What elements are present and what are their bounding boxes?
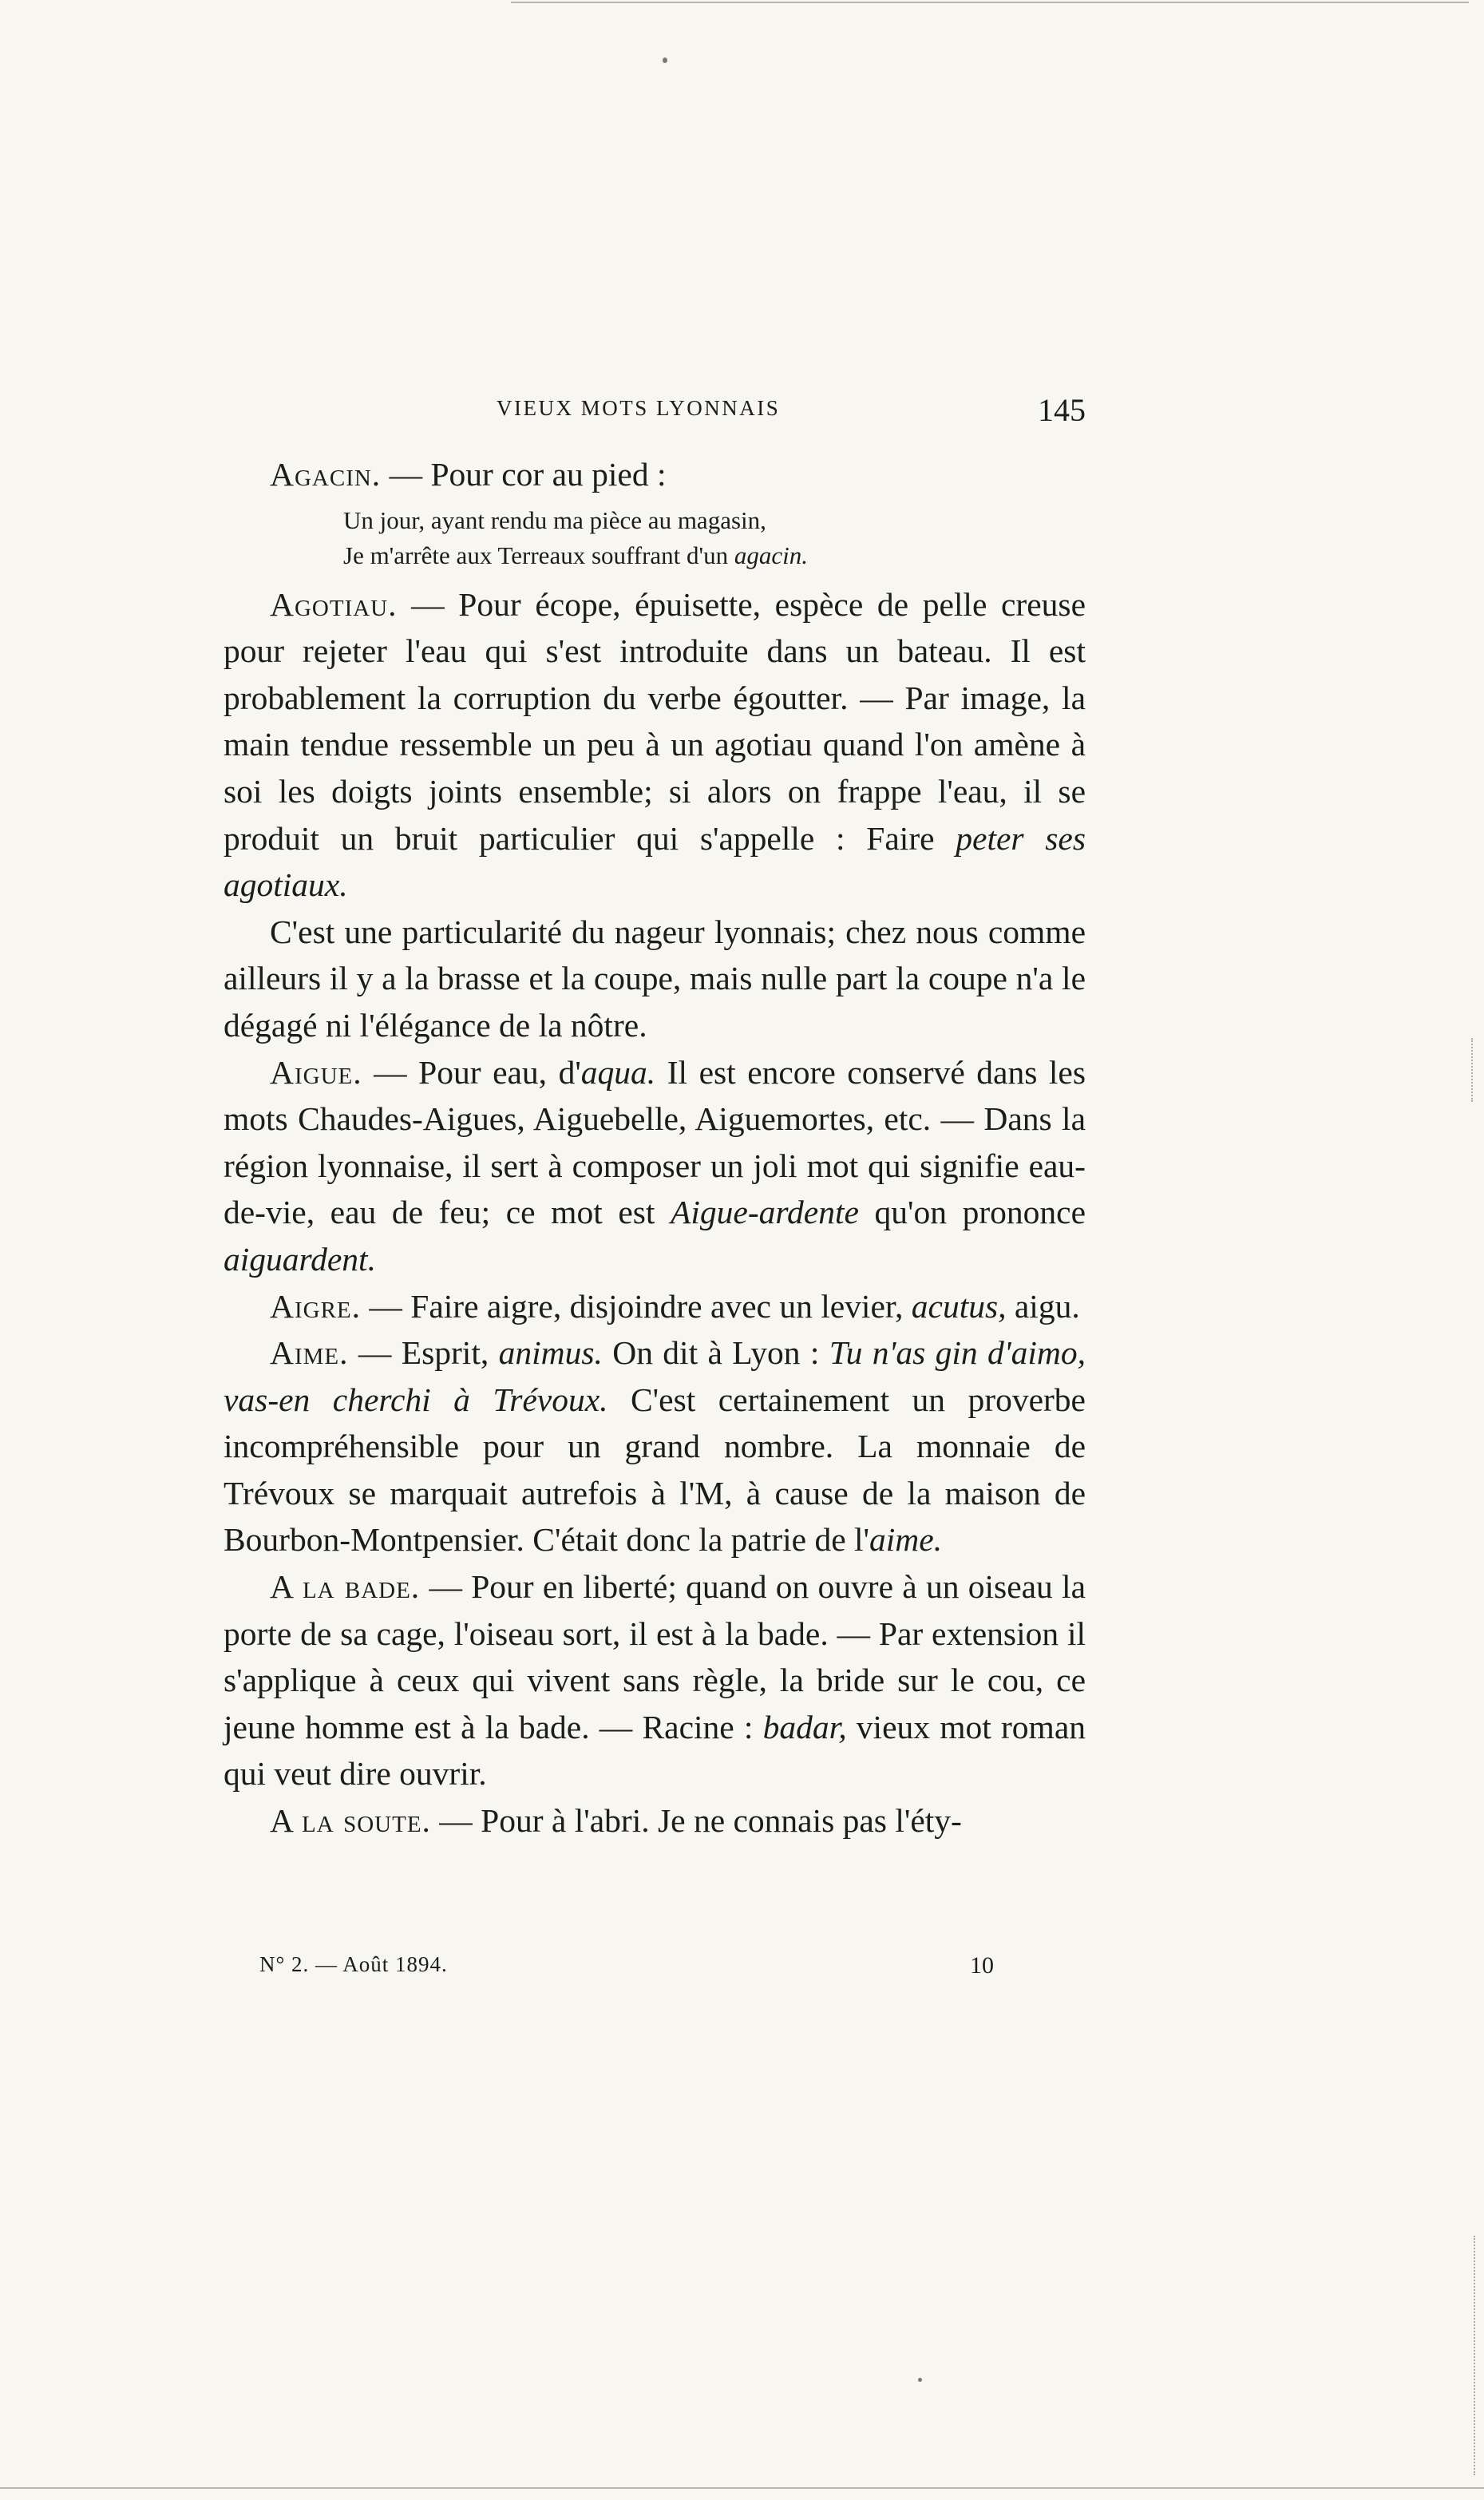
page-edge-mark bbox=[1471, 1038, 1473, 1102]
entry-agotiau bbox=[224, 581, 1086, 909]
entry-italic: peter ses agotiaux. bbox=[224, 819, 1086, 904]
entry-italic: aiguardent. bbox=[224, 1240, 376, 1278]
entry-headword: Aime. bbox=[270, 1334, 349, 1372]
entry-text: qu'on prononce bbox=[858, 1194, 1086, 1231]
page-number: 145 bbox=[1038, 392, 1086, 428]
entry-a-la-soute bbox=[224, 1797, 1086, 1844]
entry-text: — Esprit, bbox=[348, 1334, 499, 1372]
verse-line: Un jour, ayant rendu ma pièce au magasin, bbox=[343, 505, 766, 534]
top-rule bbox=[511, 2, 1469, 3]
page-body bbox=[224, 451, 1086, 1844]
entry-text: aigu. bbox=[1006, 1287, 1080, 1325]
entry-text: — Faire aigre, disjoindre avec un levier, bbox=[361, 1287, 912, 1325]
entry-italic: aime. bbox=[869, 1521, 943, 1559]
entry-text: — Pour eau, d' bbox=[362, 1053, 581, 1091]
entry-headword: Agacin. bbox=[270, 456, 382, 493]
verse-text: Je m'arrête aux Terreaux souffrant d'un bbox=[343, 541, 734, 569]
entry-a-la-bade bbox=[224, 1563, 1086, 1797]
running-title: VIEUX MOTS LYONNAIS bbox=[497, 396, 781, 420]
printer-signature: N° 2. — Août 1894. bbox=[259, 1952, 448, 1976]
entry-italic: acutus, bbox=[911, 1287, 1007, 1325]
entry-headword: A la bade. bbox=[270, 1568, 421, 1606]
entry-italic: aqua. bbox=[580, 1053, 656, 1091]
entry-text: vieux mot roman qui veut dire ouvrir. bbox=[224, 1708, 1086, 1793]
verse-quote bbox=[343, 503, 1086, 573]
entry-headword: Agotiau. bbox=[270, 585, 398, 623]
scan-speck bbox=[663, 57, 667, 63]
entry-text: — Pour écope, épuisette, espèce de pelle creuse pour rejeter l'eau qui s'est introduite dans un bateau. Il est probablement la corruption du verbe égoutter. — Par image, la main tendue ressemble un peu à un agotiau quand l'on amène à soi les doigts joints ensemble; si alors on frappe l'eau, il se produit un bruit particulier qui s'appelle : Faire bbox=[224, 585, 1086, 857]
entry-italic: animus. bbox=[498, 1334, 603, 1372]
entry-text: — Pour à l'abri. Je ne connais pas l'éty- bbox=[430, 1802, 962, 1840]
bottom-rule bbox=[0, 2487, 1484, 2489]
entry-italic: badar, bbox=[762, 1708, 847, 1745]
entry-agacin bbox=[224, 451, 1086, 498]
verse-italic: agacin. bbox=[734, 541, 809, 569]
page-edge-mark bbox=[1474, 2236, 1475, 2475]
entry-aigue bbox=[224, 1049, 1086, 1283]
sheet-number: 10 bbox=[970, 1952, 994, 1979]
entry-text: Il est encore conservé dans les mots Chaudes-Aigues, Aiguebelle, Aiguemortes, etc. — Dans la région lyonnaise, il sert à composer un joli mot qui signifie eau-de-vie, eau de feu; ce mot est bbox=[224, 1053, 1086, 1231]
entry-text: C'est certainement un proverbe incompréhensible pour un grand nombre. La monnaie de Trévoux se marquait autrefois à l'M, à cause de la maison de Bourbon-Montpensier. C'était donc la patrie de l' bbox=[224, 1381, 1086, 1559]
entry-italic: Tu n'as gin d'aimo, vas-en cherchi à Trévoux. bbox=[224, 1334, 1086, 1418]
page-header bbox=[224, 391, 1086, 439]
entry-text: — Pour cor au pied : bbox=[381, 456, 667, 493]
entry-headword: Aigre. bbox=[270, 1287, 362, 1325]
entry-italic: Aigue-ardente bbox=[671, 1194, 859, 1231]
entry-text: On dit à Lyon : bbox=[602, 1334, 829, 1372]
entry-text: — Pour en liberté; quand on ouvre à un oiseau la porte de sa cage, l'oiseau sort, il est à la bade. — Par extension il s'applique à ceux qui vivent sans règle, la bride sur le cou, ce jeune homme est à la bade. — Racine : bbox=[224, 1568, 1086, 1745]
entry-aigre bbox=[224, 1283, 1086, 1330]
scan-speck bbox=[918, 2378, 922, 2382]
entry-aime bbox=[224, 1329, 1086, 1563]
verse-line bbox=[343, 538, 1086, 573]
entry-headword: Aigue. bbox=[270, 1053, 362, 1091]
entry-agotiau-continued: C'est une particularité du nageur lyonnais; chez nous comme ailleurs il y a la brasse et la coupe, mais nulle part la coupe n'a le dégagé ni l'élégance de la nôtre. bbox=[224, 913, 1086, 1044]
entry-headword: A la soute. bbox=[270, 1802, 431, 1840]
